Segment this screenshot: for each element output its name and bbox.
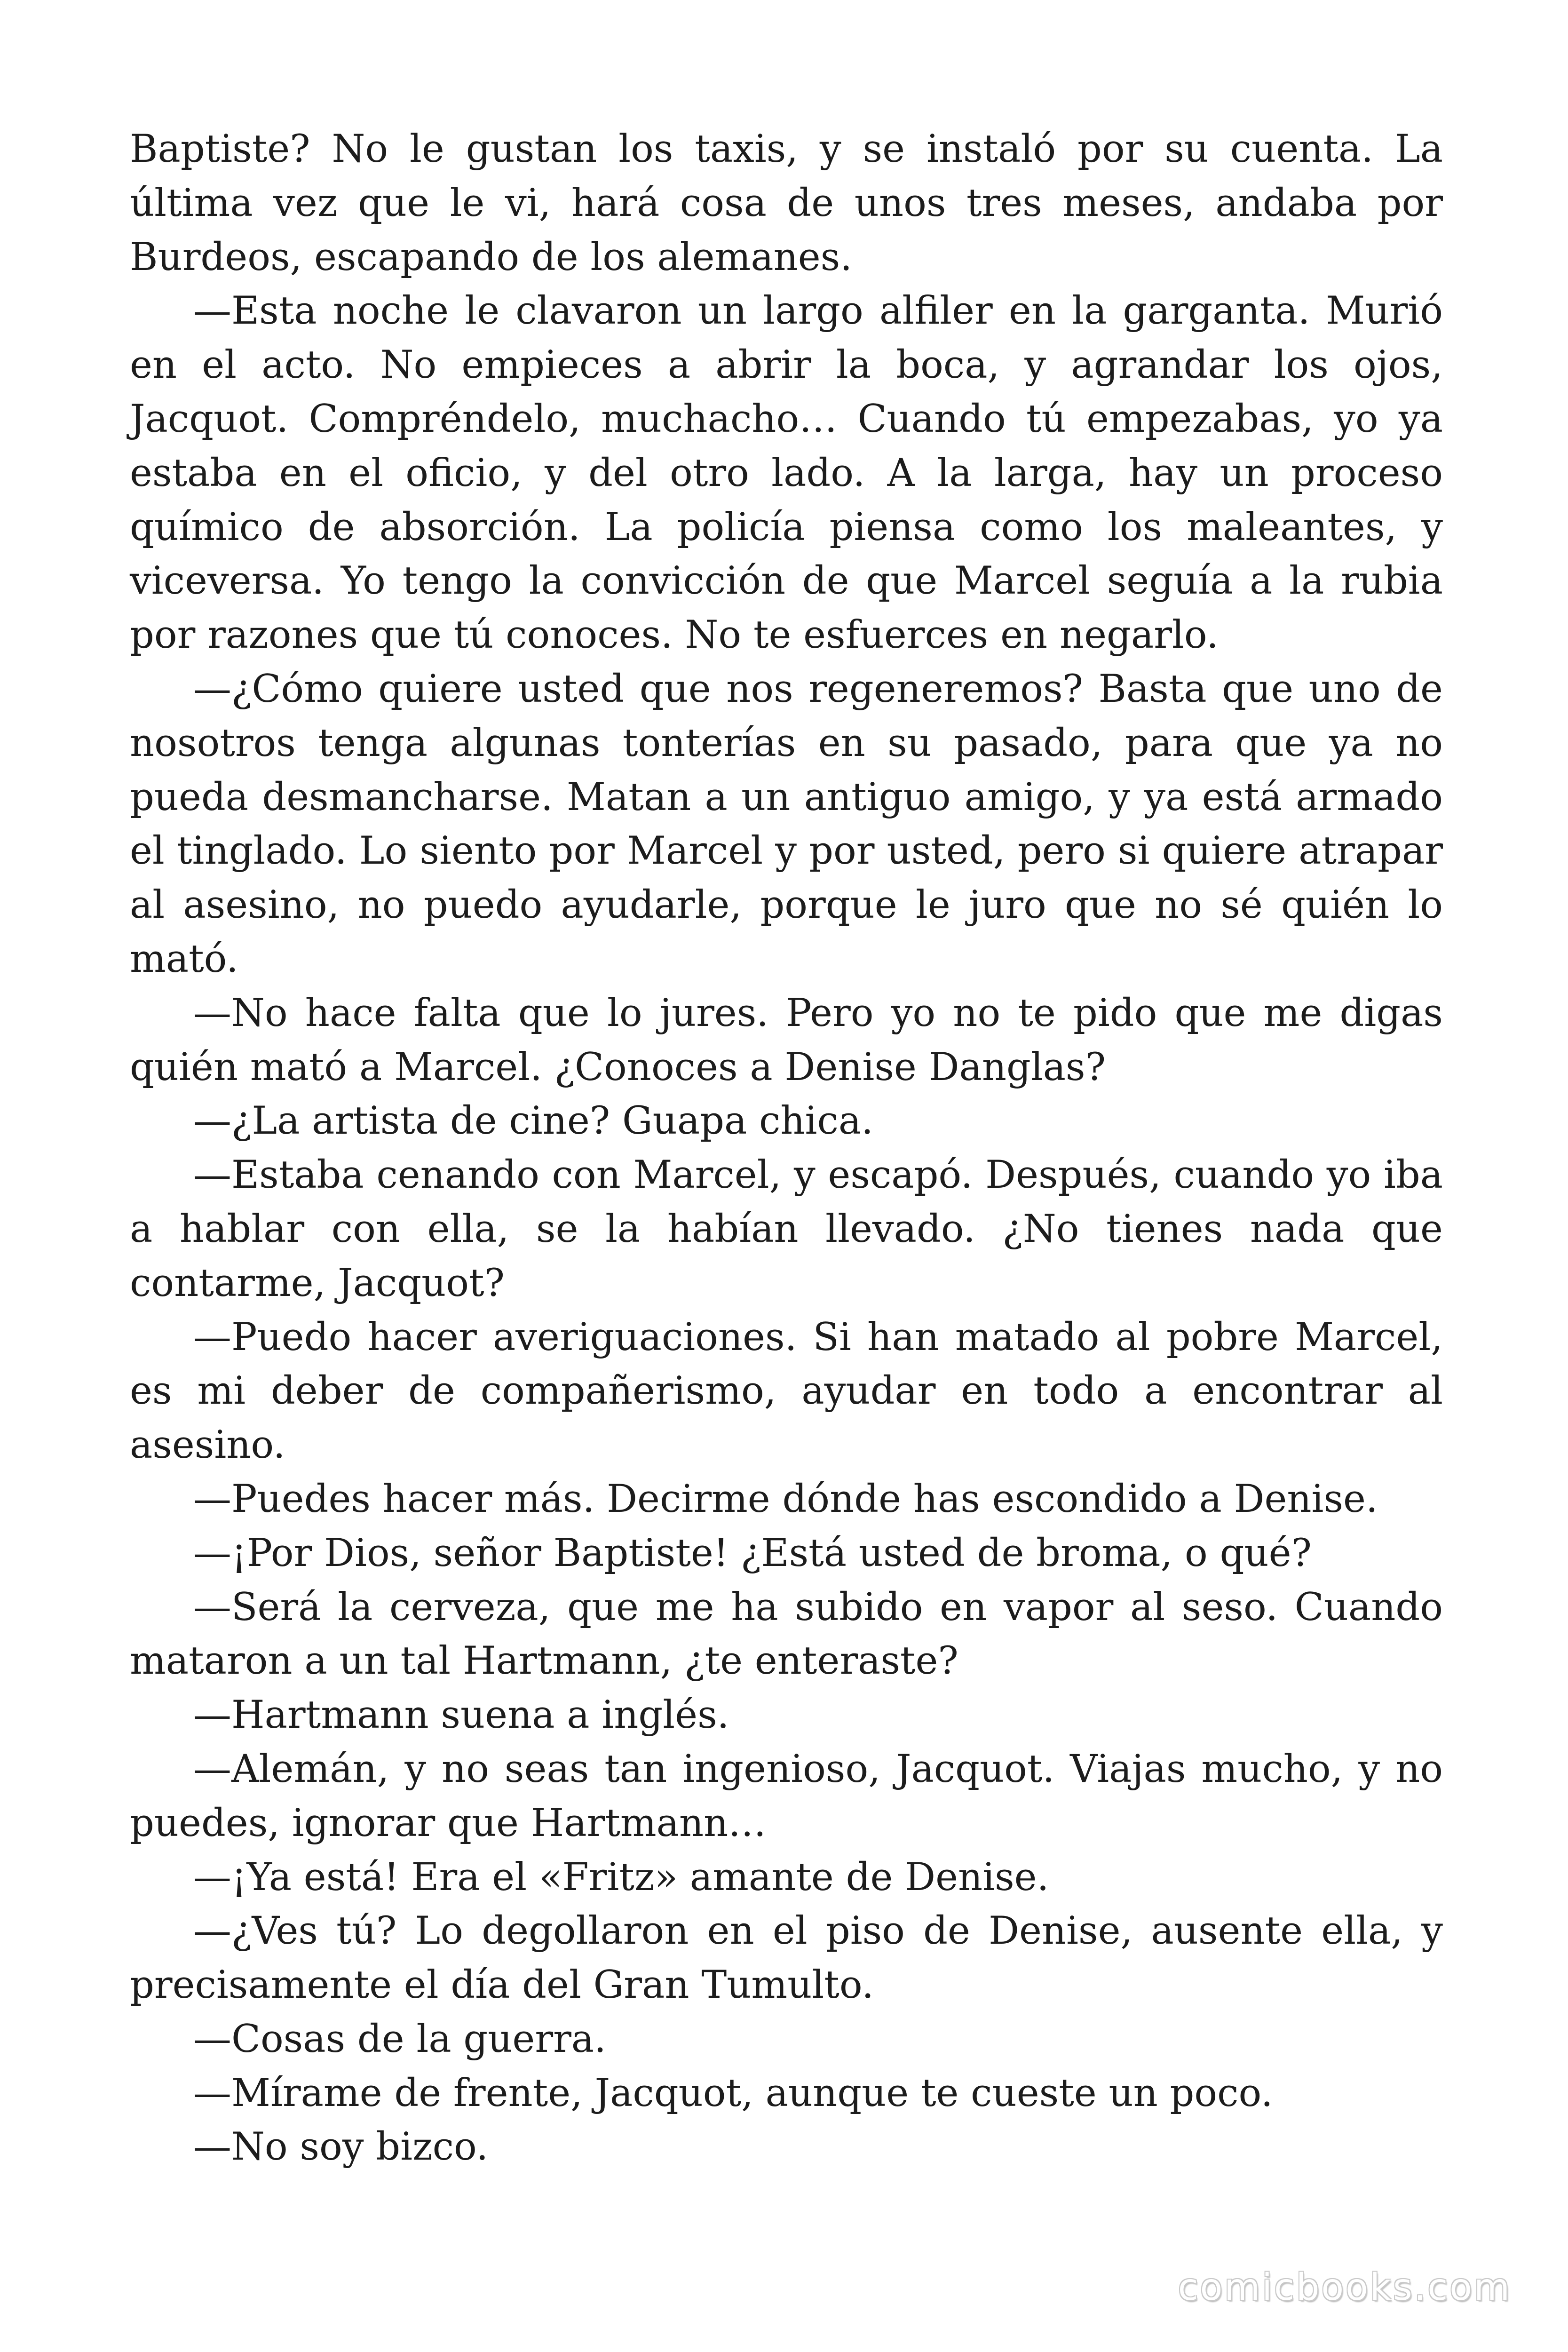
dialogue-paragraph: —¿La artista de cine? Guapa chica. [193,1099,873,1144]
dialogue-paragraph: —Será la cerveza, que me ha subido en vapor al seso. Cuando mataron a un tal Hartmann, ¿te enteraste? [130,1585,1443,1684]
dialogue-paragraph: —No hace falta que lo jures. Pero yo no te pido que me digas quién mató a Marcel. ¿Conoces a Denise Danglas? [130,991,1443,1089]
dialogue-paragraph: —¿Ves tú? Lo degollaron en el piso de Denise, ausente ella, y precisamente el día del Gran Tumulto. [130,1909,1443,2008]
dialogue-paragraph: —Esta noche le clavaron un largo alfiler en la garganta. Murió en el acto. No empieces a abrir la boca, y agrandar los ojos, Jacquot. Compréndelo, muchacho… Cuando tú empezabas, yo ya estaba en el oficio, y del otro lado. A la larga, hay un proceso químico de absorción. La policía piensa como los maleantes, y viceversa. Yo tengo la convicción de que Marcel seguía a la rubia por razones que tú conoces. No te esfuerces en negarlo. [130,289,1443,658]
dialogue-paragraph: —No soy bizco. [193,2125,489,2169]
dialogue-paragraph: —Alemán, y no seas tan ingenioso, Jacquot. Viajas mucho, y no puedes, ignorar que Hartmann… [130,1747,1443,1845]
dialogue-paragraph: —Puedo hacer averiguaciones. Si han matado al pobre Marcel, es mi deber de compañerismo, ayudar en todo a encontrar al asesino. [130,1315,1443,1468]
dialogue-paragraph: —¡Por Dios, señor Baptiste! ¿Está usted de broma, o qué? [193,1531,1312,1575]
watermark: comicbooks.com [1178,2266,1512,2309]
dialogue-paragraph: —Estaba cenando con Marcel, y escapó. Después, cuando yo iba a hablar con ella, se la habían llevado. ¿No tienes nada que contarme, Jacquot? [130,1153,1443,1305]
book-page-text [130,122,1443,2174]
dialogue-paragraph: —Mírame de frente, Jacquot, aunque te cueste un poco. [193,2071,1273,2115]
dialogue-paragraph: —Puedes hacer más. Decirme dónde has escondido a Denise. [193,1477,1378,1521]
dialogue-paragraph: —¡Ya está! Era el «Fritz» amante de Denise. [193,1855,1049,1899]
dialogue-paragraph: —Hartmann suena a inglés. [193,1693,729,1738]
dialogue-paragraph: —Cosas de la guerra. [193,2017,606,2061]
dialogue-paragraph: —¿Cómo quiere usted que nos regeneremos? Basta que uno de nosotros tenga algunas tonterías en su pasado, para que ya no pueda desmancharse. Matan a un antiguo amigo, y ya está armado el tinglado. Lo siento por Marcel y por usted, pero si quiere atrapar al asesino, no puedo ayudarle, porque le juro que no sé quién lo mató. [130,667,1443,981]
paragraph-continuation: Baptiste? No le gustan los taxis, y se instaló por su cuenta. La última vez que le vi, hará cosa de unos tres meses, andaba por Burdeos, escapando de los alemanes. [130,127,1443,279]
